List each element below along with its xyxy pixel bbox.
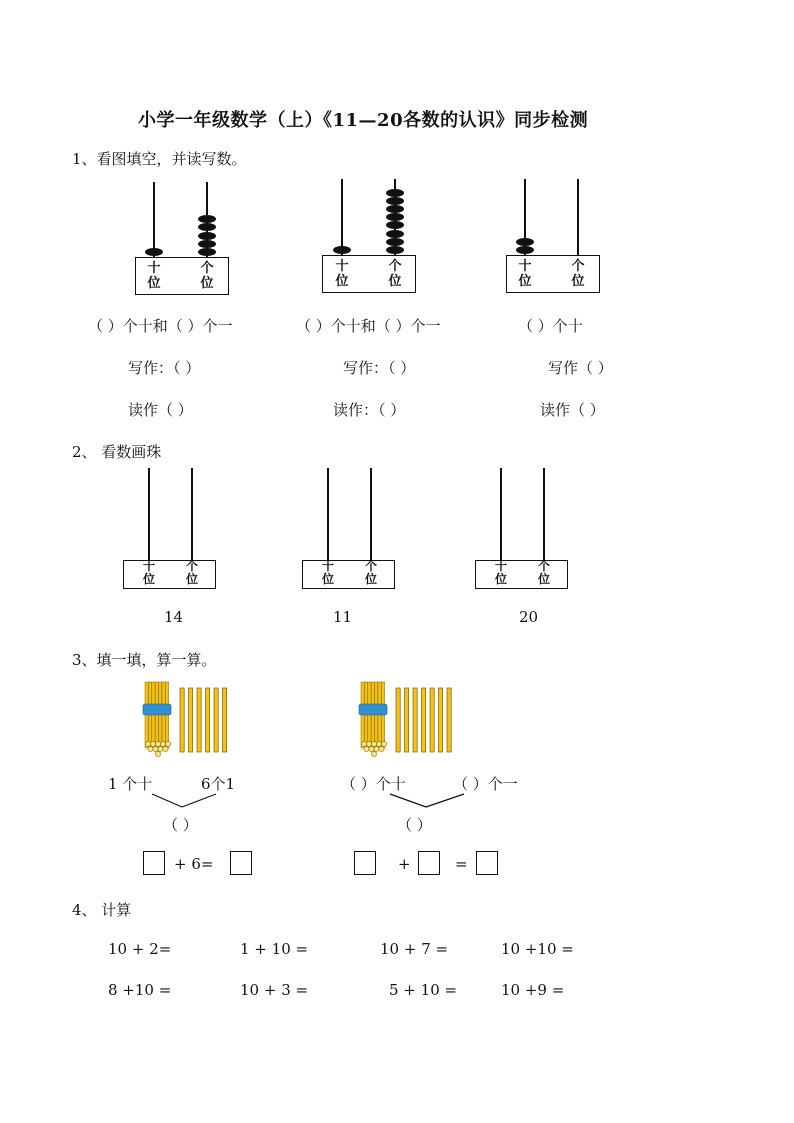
q3-left-result: （ ）	[163, 816, 198, 834]
q2-heading: 2、 看数画珠	[72, 443, 162, 461]
tens-place-label: 十位	[142, 559, 155, 586]
ones-bead	[386, 213, 404, 221]
q1-write-3: 写作（ ）	[548, 359, 613, 377]
stick-bundle-illustration-2	[358, 680, 478, 758]
tens-place-label: 十位	[321, 559, 334, 586]
q1-write-1: 写作：（ ）	[128, 359, 201, 377]
q1-fill-3: （ ）个十	[518, 317, 583, 335]
q3-left-tens: 1 个十	[108, 775, 153, 793]
q4-problem: 10 + 2=	[108, 940, 172, 958]
tens-bead	[333, 246, 351, 254]
loose-stick	[396, 688, 400, 752]
ones-bead	[386, 205, 404, 213]
q3-right-equals: =	[455, 855, 468, 873]
ones-bead	[198, 223, 216, 231]
tens-place-label: 十位	[335, 259, 349, 289]
q4-problem: 1 + 10 =	[240, 940, 309, 958]
q3-right-result: （ ）	[397, 816, 432, 834]
loose-stick	[405, 688, 409, 752]
ones-place-label: 个位	[537, 559, 550, 586]
q3-right-box-3[interactable]	[476, 851, 498, 875]
ones-place-label: 个位	[388, 259, 402, 289]
loose-stick	[430, 688, 434, 752]
q3-left-ones: 6个1	[201, 775, 236, 793]
q3-right-connector	[388, 792, 468, 810]
loose-stick	[447, 688, 451, 752]
q2-number-2: 11	[333, 608, 353, 626]
tens-bead	[516, 238, 534, 246]
q3-heading: 3、填一填，算一算。	[72, 651, 217, 669]
loose-stick	[439, 688, 443, 752]
q2-number-3: 20	[519, 608, 539, 626]
loose-stick	[413, 688, 417, 752]
page-title: 小学一年级数学（上）《11—20各数的认识》同步检测	[138, 110, 589, 131]
q4-problem: 8 +10 =	[108, 981, 172, 999]
ones-bead	[198, 248, 216, 256]
q1-fill-2: （ ）个十和（ ）个一	[296, 317, 441, 335]
ones-bead	[386, 246, 404, 254]
tens-place-label: 十位	[147, 261, 161, 291]
stick-bundle	[143, 682, 171, 757]
q4-problem: 5 + 10 =	[389, 981, 458, 999]
ones-bead	[198, 232, 216, 240]
ones-bead	[386, 230, 404, 238]
tens-bead	[516, 246, 534, 254]
q1-fill-1: （ ）个十和（ ）个一	[88, 317, 233, 335]
loose-stick	[197, 688, 201, 752]
ones-bead	[386, 238, 404, 246]
q3-right-ones: （ ）个一	[453, 775, 518, 793]
q1-read-2: 读作：（ ）	[333, 401, 406, 419]
q2-number-1: 14	[164, 608, 184, 626]
ones-bead	[386, 197, 404, 205]
q3-right-plus: +	[398, 855, 411, 873]
tens-place-label: 十位	[518, 259, 532, 289]
q1-read-3: 读作（ ）	[540, 401, 605, 419]
q3-left-plus: + 6=	[174, 855, 214, 873]
tens-bead	[145, 248, 163, 256]
stick-bundle-illustration-1	[142, 680, 237, 758]
loose-stick	[214, 688, 218, 752]
loose-stick	[223, 688, 227, 752]
ones-bead	[198, 215, 216, 223]
q3-right-tens: （ ）个十	[341, 775, 406, 793]
q4-heading: 4、 计算	[72, 901, 132, 919]
ones-place-label: 个位	[185, 559, 198, 586]
loose-stick	[206, 688, 210, 752]
q3-left-connector	[150, 792, 220, 810]
ones-place-label: 个位	[364, 559, 377, 586]
ones-bead	[386, 189, 404, 197]
q3-left-sum-box[interactable]	[230, 851, 252, 875]
q1-read-1: 读作（ ）	[128, 401, 193, 419]
q4-problem: 10 +9 =	[501, 981, 565, 999]
q3-right-box-2[interactable]	[418, 851, 440, 875]
q3-left-answer-box[interactable]	[143, 851, 165, 875]
loose-stick	[189, 688, 193, 752]
ones-bead	[198, 240, 216, 248]
loose-stick	[422, 688, 426, 752]
q4-problem: 10 +10 =	[501, 940, 574, 958]
ones-place-label: 个位	[571, 259, 585, 289]
q3-right-box-1[interactable]	[354, 851, 376, 875]
tens-place-label: 十位	[494, 559, 507, 586]
q4-problem: 10 + 3 =	[240, 981, 309, 999]
ones-bead	[386, 221, 404, 229]
stick-bundle	[359, 682, 387, 757]
q1-write-2: 写作：（ ）	[343, 359, 416, 377]
q1-heading: 1、看图填空，并读写数。	[72, 150, 247, 168]
q4-problem: 10 + 7 =	[380, 940, 449, 958]
loose-stick	[180, 688, 184, 752]
ones-place-label: 个位	[200, 261, 214, 291]
